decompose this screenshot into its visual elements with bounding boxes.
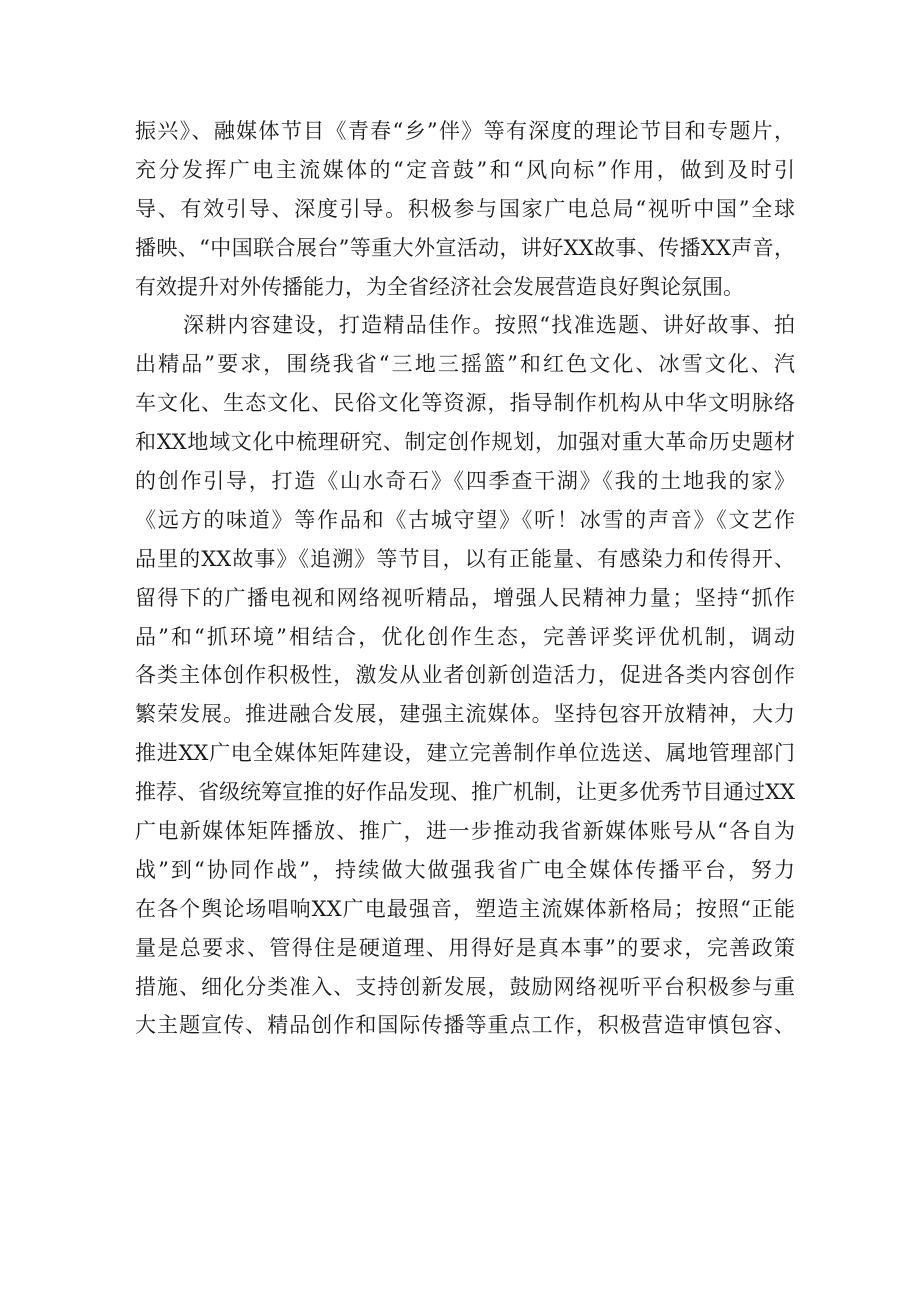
text-line: 播映、“中国联合展台”等重大外宣活动，讲好XX故事、传播XX声音， (135, 235, 795, 260)
text-line: 车文化、生态文化、民俗文化等资源，指导制作机构从中华文明脉络 (135, 391, 795, 416)
text-line: 在各个舆论场唱响XX广电最强音，塑造主流媒体新格局；按照“正能 (135, 896, 795, 921)
text-line: 留得下的广播电视和网络视听精品，增强人民精神力量；坚持“抓作 (135, 585, 795, 610)
text-line: 推进XX广电全媒体矩阵建设，建立完善制作单位选送、属地管理部门 (135, 741, 795, 766)
text-line: 品”和“抓环境”相结合，优化创作生态，完善评奖评优机制，调动 (135, 624, 795, 649)
text-line: 振兴》、融媒体节目《青春“乡”伴》等有深度的理论节目和专题片， (135, 119, 795, 143)
text-line: 导、有效引导、深度引导。积极参与国家广电总局“视听中国”全球 (135, 196, 795, 221)
text-line: 量是总要求、管得住是硬道理、用得好是真本事”的要求，完善政策 (135, 935, 795, 960)
text-line: 充分发挥广电主流媒体的“定音鼓”和“风向标”作用，做到及时引 (135, 157, 795, 182)
document-body (135, 112, 795, 1045)
text-line: 出精品”要求，围绕我省“三地三摇篮”和红色文化、冰雪文化、汽 (135, 352, 795, 377)
text-line: 广电新媒体矩阵播放、推广，进一步推动我省新媒体账号从“各自为 (135, 819, 795, 844)
text-line: 大主题宣传、精品创作和国际传播等重点工作，积极营造审慎包容、 (135, 1013, 795, 1038)
text-line: 的创作引导，打造《山水奇石》《四季查干湖》《我的土地我的家》 (135, 469, 795, 494)
text-line: 措施、细化分类准入、支持创新发展，鼓励网络视听平台积极参与重 (135, 974, 795, 999)
text-line: 战”到“协同作战”，持续做大做强我省广电全媒体传播平台，努力 (135, 857, 795, 882)
paragraph-first-line: 深耕内容建设，打造精品佳作。按照“找准选题、讲好故事、拍 (183, 313, 795, 338)
text-line: 品里的XX故事》《追溯》等节目，以有正能量、有感染力和传得开、 (135, 546, 795, 571)
text-line: 推荐、省级统筹宣推的好作品发现、推广机制，让更多优秀节目通过XX (135, 780, 795, 805)
text-line: 《远方的味道》等作品和《古城守望》《听！冰雪的声音》《文艺作 (135, 507, 795, 532)
text-line: 和XX地域文化中梳理研究、制定创作规划，加强对重大革命历史题材 (135, 430, 795, 455)
text-line: 各类主体创作积极性，激发从业者创新创造活力，促进各类内容创作 (135, 663, 795, 688)
text-line: 繁荣发展。推进融合发展，建强主流媒体。坚持包容开放精神，大力 (135, 702, 795, 727)
text-line: 有效提升对外传播能力，为全省经济社会发展营造良好舆论氛围。 (135, 274, 744, 299)
